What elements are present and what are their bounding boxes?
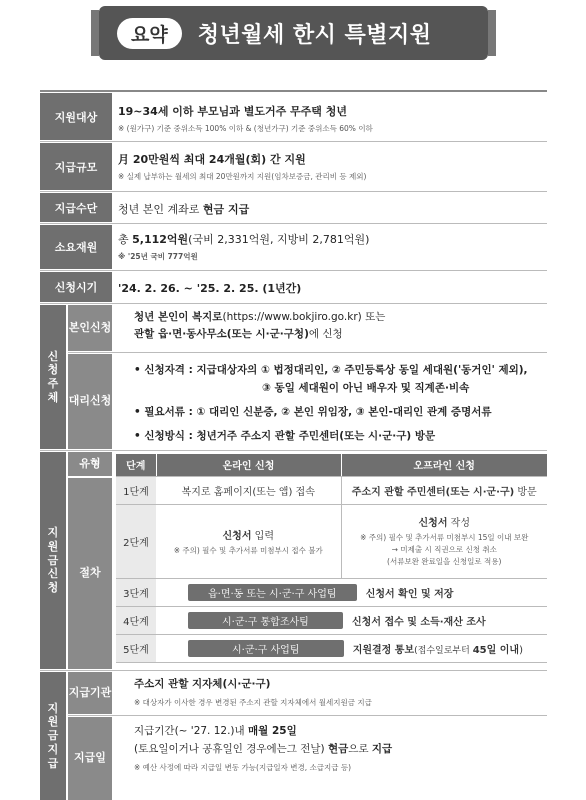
scale-note: ※ 실제 납부하는 월세의 최대 20만원까지 지원(임차보증금, 관리비 등 제외) — [118, 172, 367, 181]
label-pay-date: 지급일 — [68, 717, 112, 800]
step4-tag: 시·군·구 통합조사팀 — [188, 612, 343, 629]
label-applicant: 신청주체 — [40, 305, 66, 449]
label-period: 신청시기 — [40, 272, 112, 302]
method-text: 청년 본인 계좌로 현금 지급 — [118, 203, 250, 216]
label-agency: 지급기관 — [68, 672, 112, 714]
label-target: 지원대상 — [40, 93, 112, 140]
divider — [40, 191, 547, 192]
step3-content: 읍·면·동 또는 시·군·구 사업팀 신청서 확인 및 저장 — [156, 578, 547, 606]
step-2: 2단계 — [116, 504, 156, 578]
pay-date-text: 지급기간(~ '27. 12.)내 매월 25일 (토요일이거나 공휴일인 경우에는그 전날) 현금으로 지급 ※ 예산 사정에 따라 지급일 변동 가능(지급일자 변경, 소급지급 등) — [134, 725, 393, 772]
label-method: 지급수단 — [40, 193, 112, 222]
divider — [40, 270, 547, 271]
period-text: '24. 2. 26. ~ '25. 2. 25. (1년간) — [118, 282, 302, 295]
target-text: 19~34세 이하 부모님과 별도거주 무주택 청년 — [118, 105, 347, 118]
divider — [40, 90, 547, 92]
label-payment: 지원금 지급 — [40, 672, 66, 800]
budget-note: ※ '25년 국비 777억원 — [118, 252, 198, 261]
step1-offline: 주소지 관할 주민센터(또는 시·군·구) 방문 — [341, 476, 547, 504]
self-apply-text: 청년 본인이 복지로(https://www.bokjiro.go.kr) 또는 관할 읍·면·동사무소(또는 시·군·구청)에 신청 — [134, 311, 386, 341]
row-method — [40, 193, 547, 222]
label-type: 유형 — [68, 452, 112, 476]
table-row — [116, 634, 547, 662]
table-row — [116, 476, 547, 504]
row-scale — [40, 143, 547, 190]
divider — [40, 141, 547, 142]
label-self-apply: 본인신청 — [68, 305, 112, 351]
proxy-qualification: • 신청자격 : 지급대상자의 ① 법정대리인, ② 주민등록상 동일 세대원('동거인' 제외), — [134, 364, 528, 376]
table-row — [116, 606, 547, 634]
step-5: 5단계 — [116, 634, 156, 662]
step2-online: 신청서 입력 ※ 주의) 필수 및 추가서류 미첨부시 접수 불가 — [156, 504, 341, 578]
proxy-documents: • 필요서류 : ① 대리인 신분증, ② 본인 위임장, ③ 본인-대리인 관계 증명서류 — [134, 406, 492, 418]
divider — [40, 303, 547, 304]
page-title: 청년월세 한시 특별지원 — [197, 22, 432, 48]
step-1: 1단계 — [116, 476, 156, 504]
target-note: ※ (원가구) 기준 중위소득 100% 이하 & (청년가구) 기준 중위소득 60% 이하 — [118, 124, 373, 133]
label-procedure: 절차 — [68, 478, 112, 669]
row-target — [40, 93, 547, 140]
step3-tag: 읍·면·동 또는 시·군·구 사업팀 — [188, 584, 357, 601]
label-budget: 소요재원 — [40, 225, 112, 269]
procedure-table — [116, 454, 547, 663]
header-online: 온라인 신청 — [156, 454, 341, 476]
step1-online: 복지로 홈페이지(또는 앱) 접속 — [156, 476, 341, 504]
divider — [68, 715, 547, 716]
label-application: 지원금 신청 — [40, 452, 66, 669]
header-step: 단계 — [116, 454, 156, 476]
divider — [68, 352, 547, 353]
table-row — [116, 578, 547, 606]
divider — [40, 450, 547, 451]
label-proxy-apply: 대리신청 — [68, 354, 112, 449]
row-budget — [40, 225, 547, 269]
step5-content: 시·군·구 사업팀 지원결정 통보(접수일로부터 45일 이내) — [156, 634, 547, 662]
title-banner — [99, 6, 488, 60]
budget-text: 총 5,112억원(국비 2,331억원, 지방비 2,781억원) — [118, 233, 370, 246]
step-3: 3단계 — [116, 578, 156, 606]
agency-text: 주소지 관할 지자체(시·군·구) ※ 대상자가 이사한 경우 변경된 주소지 관할 지자체에서 월세지원금 지급 — [134, 678, 372, 707]
proxy-method: • 신청방식 : 청년거주 주소지 관할 주민센터(또는 시·군·구) 방문 — [134, 430, 436, 442]
table-header-row — [116, 454, 547, 476]
step5-tag: 시·군·구 사업팀 — [188, 640, 344, 657]
proxy-qualification-cont: ③ 동일 세대원이 아닌 배우자 및 직계존·비속 — [262, 382, 470, 394]
summary-tag: 요약 — [117, 18, 182, 49]
step4-content: 시·군·구 통합조사팀 신청서 접수 및 소득·재산 조사 — [156, 606, 547, 634]
scale-text: 月 20만원씩 최대 24개월(회) 간 지원 — [118, 153, 306, 166]
label-scale: 지급규모 — [40, 143, 112, 190]
step-4: 4단계 — [116, 606, 156, 634]
step2-offline: 신청서 작성 ※ 주의) 필수 및 추가서류 미첨부시 15일 이내 보완 → 미제출 시 직권으로 신청 취소 (서류보완 완료일을 신청일로 적용) — [341, 504, 547, 578]
row-period — [40, 272, 547, 302]
table-row — [116, 504, 547, 578]
divider — [40, 670, 547, 671]
divider — [40, 223, 547, 224]
header-offline: 오프라인 신청 — [341, 454, 547, 476]
